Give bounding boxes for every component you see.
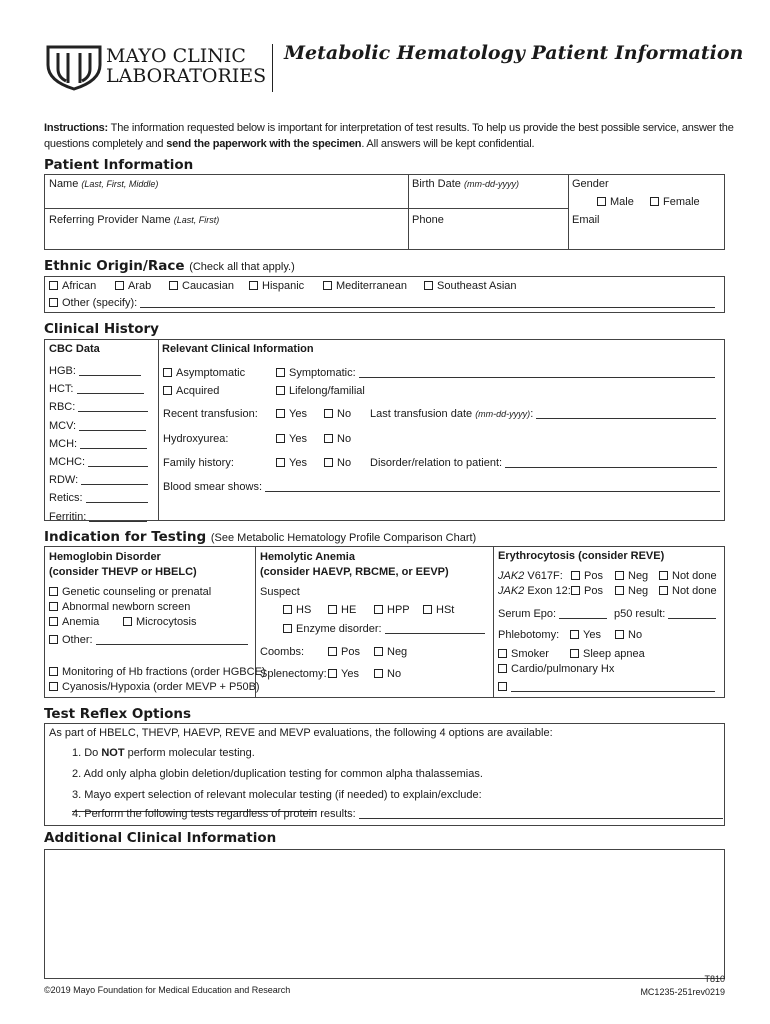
birth-hint: (mm-dd-yyyy) <box>463 179 519 189</box>
cbc-rbc-label: RBC: <box>49 401 76 414</box>
ethnic-hispanic[interactable] <box>249 280 304 292</box>
family-history-label: Family history: <box>163 457 234 469</box>
anemia-label: Anemia <box>62 616 100 628</box>
checkbox-icon <box>570 630 579 639</box>
col2-title1: Hemolytic Anemia <box>260 551 355 563</box>
acquired-checkbox[interactable] <box>163 385 219 397</box>
name-label: Name <box>49 178 79 190</box>
transfusion-yes-label: Yes <box>289 408 307 420</box>
other-input[interactable] <box>96 634 248 645</box>
other-label: Other: <box>62 634 93 646</box>
checkbox-icon <box>374 669 383 678</box>
he-label: HE <box>341 604 357 616</box>
email-field[interactable] <box>572 214 600 226</box>
smoker-label: Smoker <box>511 648 549 660</box>
checkbox-icon <box>49 667 58 676</box>
cbc-mcv-label: MCV: <box>49 419 77 432</box>
v617f-neg-label: Neg <box>628 570 649 582</box>
phlebotomy-no[interactable] <box>615 629 642 641</box>
cbc-mchc-label: MCHC: <box>49 456 86 469</box>
name-field[interactable] <box>49 178 158 190</box>
erythrocytosis-title: Erythrocytosis (consider REVE) <box>498 550 665 562</box>
checkbox-icon <box>659 571 668 580</box>
form-code2: MC1235-251rev0219 <box>640 987 725 997</box>
male-label: Male <box>610 196 634 208</box>
clinical-heading: Clinical History <box>44 321 159 337</box>
exon12-pos-label: Pos <box>584 585 603 597</box>
reflex-intro: As part of HBELC, THEVP, HAEVP, REVE and MEVP evaluations, the following 4 options are available: <box>49 727 553 739</box>
v617f-neg[interactable] <box>615 570 648 582</box>
acquired-label: Acquired <box>176 385 220 397</box>
transfusion-no[interactable] <box>324 408 351 420</box>
sleep-apnea-checkbox[interactable] <box>570 648 645 660</box>
mayo-shield-logo-icon <box>44 43 104 91</box>
exon12-neg-label: Neg <box>628 585 649 597</box>
indication-heading <box>44 529 476 545</box>
indication-box <box>44 546 725 698</box>
name-hint: (Last, First, Middle) <box>81 179 159 189</box>
ethnic-box <box>44 276 725 313</box>
splenectomy-no-label: No <box>387 668 402 680</box>
checkbox-icon <box>615 586 624 595</box>
cbc-mchc-input[interactable] <box>88 456 148 467</box>
last-transfusion-hint: (mm-dd-yyyy) <box>475 409 531 419</box>
symptomatic-label: Symptomatic: <box>289 367 356 379</box>
checkbox-icon <box>49 602 58 611</box>
disorder-relation-label: Disorder/relation to patient: <box>370 457 503 469</box>
disorder-relation-field[interactable] <box>370 457 717 469</box>
family-history-yes[interactable] <box>276 457 307 469</box>
hst-checkbox[interactable] <box>423 604 454 616</box>
instructions-text1: The information requested below is important for interpretation of test results. To help us provide the best possible service, answer the questions completely and <box>44 122 734 150</box>
cbc-rbc[interactable] <box>49 398 155 416</box>
patient-box <box>44 174 725 250</box>
abnormal-newborn-checkbox[interactable] <box>49 601 190 613</box>
cbc-hct-label: HCT: <box>49 383 74 396</box>
jak2-exon12-label <box>498 585 571 597</box>
checkbox-icon <box>276 434 285 443</box>
provider-field[interactable] <box>49 214 219 226</box>
indication-heading-text: Indication for Testing <box>44 529 207 545</box>
checkbox-icon <box>163 386 172 395</box>
form-code <box>640 973 725 999</box>
opt1-b: NOT <box>101 747 125 759</box>
page-title: Metabolic Hematology Patient Information <box>284 42 744 64</box>
cbc-ferritin[interactable] <box>49 508 155 526</box>
female-checkbox[interactable] <box>650 196 700 208</box>
checkbox-icon <box>374 605 383 614</box>
enzyme-checkbox[interactable] <box>283 623 485 635</box>
family-history-yes-label: Yes <box>289 457 307 469</box>
other-checkbox[interactable] <box>49 634 248 646</box>
instructions-bold: send the paperwork with the specimen <box>166 138 362 150</box>
exon12-text: Exon 12: <box>524 585 571 597</box>
coombs-neg-label: Neg <box>387 646 408 658</box>
splenectomy-yes[interactable] <box>328 668 359 680</box>
jak2-italic: JAK2 <box>498 585 525 597</box>
checkbox-icon <box>571 571 580 580</box>
clinical-box <box>44 339 725 521</box>
lifelong-checkbox[interactable] <box>276 385 365 397</box>
checkbox-icon <box>276 386 285 395</box>
cbc-mch[interactable] <box>49 435 155 453</box>
logo-line2: LABORATORIES <box>106 65 267 87</box>
birth-label: Birth Date <box>412 178 461 190</box>
ethnic-southeast-asian[interactable] <box>424 280 517 292</box>
patient-heading: Patient Information <box>44 157 194 173</box>
form-code1: T810 <box>704 974 725 984</box>
anemia-checkbox[interactable] <box>49 616 99 628</box>
cbc-hgb-input[interactable] <box>79 365 141 376</box>
cbc-hct[interactable] <box>49 380 155 398</box>
genetic-checkbox[interactable] <box>49 586 211 598</box>
cbc-hgb-label: HGB: <box>49 365 76 377</box>
phone-field[interactable] <box>412 214 444 226</box>
hpp-label: HPP <box>387 604 410 616</box>
coombs-neg[interactable] <box>374 646 407 658</box>
checkbox-icon <box>498 649 507 658</box>
hpp-checkbox[interactable] <box>374 604 410 616</box>
checkbox-icon <box>283 605 292 614</box>
cbc-ferritin-input[interactable] <box>89 511 147 522</box>
splenectomy-no[interactable] <box>374 668 401 680</box>
col1-title2: (consider THEVP or HBELC) <box>49 566 197 578</box>
checkbox-icon <box>323 281 332 290</box>
serum-epo-input[interactable] <box>559 608 607 619</box>
p50-label: p50 result: <box>614 608 666 620</box>
indication-note: (See Metabolic Hematology Profile Comparison Chart) <box>210 532 477 544</box>
phone-label: Phone <box>412 214 444 226</box>
ethnic-hispanic-label: Hispanic <box>262 280 305 292</box>
phlebotomy-yes-label: Yes <box>583 629 601 641</box>
family-history-no-label: No <box>337 457 352 469</box>
enzyme-input[interactable] <box>385 623 485 634</box>
instructions-text2: . All answers will be kept confidential. <box>361 138 535 150</box>
ethnic-other-input[interactable] <box>140 297 715 308</box>
v617f-pos-label: Pos <box>584 570 603 582</box>
monitoring-label: Monitoring of Hb fractions (order HGBCE) <box>62 666 266 678</box>
checkbox-icon <box>49 281 58 290</box>
symptomatic-input[interactable] <box>359 367 715 378</box>
ethnic-other-label: Other (specify): <box>62 297 138 309</box>
blood-smear-label: Blood smear shows: <box>163 481 263 493</box>
ethnic-heading-text: Ethnic Origin/Race <box>44 258 185 274</box>
additional-heading: Additional Clinical Information <box>44 830 277 846</box>
cbc-list <box>49 362 155 526</box>
cbc-rdw-label: RDW: <box>49 474 79 487</box>
coombs-label: Coombs: <box>260 646 305 658</box>
jak2-v617f-label <box>498 570 563 582</box>
checkbox-icon <box>324 434 333 443</box>
v617f-text: V617F: <box>524 570 563 582</box>
last-transfusion-field[interactable]: Last transfusion date (mm-dd-yyyy): <box>370 408 716 420</box>
symptomatic-checkbox[interactable] <box>276 367 715 379</box>
checkbox-icon <box>498 664 507 673</box>
checkbox-icon <box>276 458 285 467</box>
hydroxyurea-no[interactable] <box>324 433 351 445</box>
provider-label: Referring Provider Name <box>49 214 171 226</box>
ethnic-mediterranean-label: Mediterranean <box>336 280 407 292</box>
checkbox-icon <box>423 605 432 614</box>
last-transfusion-input[interactable] <box>536 408 716 419</box>
checkbox-icon <box>615 630 624 639</box>
checkbox-icon <box>115 281 124 290</box>
sleep-apnea-label: Sleep apnea <box>583 648 645 660</box>
cyanosis-label: Cyanosis/Hypoxia (order MEVP + P50B) <box>62 681 260 693</box>
checkbox-icon <box>328 605 337 614</box>
exon12-pos[interactable] <box>571 585 603 597</box>
hemoglobin-disorder-title <box>49 550 197 580</box>
checkbox-icon <box>49 617 58 626</box>
family-history-no[interactable] <box>324 457 351 469</box>
hydroxyurea-yes[interactable] <box>276 433 307 445</box>
cbc-mcv[interactable] <box>49 417 155 435</box>
hydroxyurea-yes-label: Yes <box>289 433 307 445</box>
serum-epo-field[interactable] <box>498 608 607 620</box>
opt4-input[interactable] <box>359 808 723 819</box>
genetic-label: Genetic counseling or prenatal <box>62 586 212 598</box>
reflex-option-2[interactable]: 2. Add only alpha globin deletion/duplication testing for common alpha thalassemias. <box>72 768 483 780</box>
enzyme-label: Enzyme disorder: <box>296 623 382 635</box>
checkbox-icon <box>374 647 383 656</box>
cbc-hct-input[interactable] <box>77 383 144 394</box>
checkbox-icon <box>49 635 58 644</box>
checkbox-icon <box>49 298 58 307</box>
hs-label: HS <box>296 604 312 616</box>
serum-epo-label: Serum Epo: <box>498 608 557 620</box>
reflex-box <box>44 723 725 826</box>
reflex-option-4[interactable] <box>72 808 723 820</box>
female-label: Female <box>663 196 700 208</box>
cardio-checkbox[interactable] <box>498 663 614 675</box>
v617f-not-done[interactable] <box>659 570 717 582</box>
transfusion-yes[interactable] <box>276 408 307 420</box>
cbc-hgb[interactable] <box>49 362 155 380</box>
gender-label: Gender <box>572 178 609 190</box>
col3-other-checkbox[interactable] <box>498 681 715 693</box>
cbc-rbc-input[interactable] <box>78 401 148 412</box>
phlebotomy-label: Phlebotomy: <box>498 629 560 641</box>
hydroxyurea-label: Hydroxyurea: <box>163 433 229 445</box>
v617f-pos[interactable] <box>571 570 603 582</box>
phlebotomy-no-label: No <box>628 629 643 641</box>
reflex-option-1[interactable] <box>72 747 255 759</box>
instructions <box>44 120 734 152</box>
coombs-pos-label: Pos <box>341 646 360 658</box>
last-transfusion-label: Last transfusion date <box>370 408 473 420</box>
logo-text <box>106 46 266 86</box>
ethnic-southeast-asian-label: Southeast Asian <box>437 280 517 292</box>
checkbox-icon <box>324 409 333 418</box>
col2-title2: (consider HAEVP, RBCME, or EEVP) <box>260 566 449 578</box>
phlebotomy-yes[interactable] <box>570 629 601 641</box>
microcytosis-label: Microcytosis <box>136 616 197 628</box>
blood-smear-field[interactable] <box>163 481 720 493</box>
opt4-text: 4. Perform the following tests regardless of protein results: <box>72 808 356 820</box>
ethnic-mediterranean[interactable] <box>323 280 407 292</box>
checkbox-icon <box>498 682 507 691</box>
checkbox-icon <box>424 281 433 290</box>
cbc-retics-input[interactable] <box>86 492 148 503</box>
smoker-checkbox[interactable] <box>498 648 549 660</box>
p50-field[interactable] <box>614 608 716 620</box>
hs-checkbox[interactable] <box>283 604 311 616</box>
cbc-ferritin-label: Ferritin: <box>49 510 87 523</box>
cbc-retics[interactable] <box>49 489 155 507</box>
ethnic-other[interactable] <box>49 297 715 309</box>
checkbox-icon <box>276 368 285 377</box>
lifelong-label: Lifelong/familial <box>289 385 365 397</box>
cardio-label: Cardio/pulmonary Hx <box>511 663 615 675</box>
ethnic-note: (Check all that apply.) <box>189 261 295 273</box>
splenectomy-yes-label: Yes <box>341 668 359 680</box>
checkbox-icon <box>570 649 579 658</box>
checkbox-icon <box>123 617 132 626</box>
cbc-rdw[interactable] <box>49 471 155 489</box>
exon12-not-done-label: Not done <box>672 585 717 597</box>
cbc-retics-label: Retics: <box>49 492 83 505</box>
cbc-mchc[interactable] <box>49 453 155 471</box>
checkbox-icon <box>324 458 333 467</box>
cbc-header: CBC Data <box>49 343 100 355</box>
reflex-heading: Test Reflex Options <box>44 706 192 722</box>
relevant-header: Relevant Clinical Information <box>162 343 314 355</box>
cbc-mch-label: MCH: <box>49 437 78 450</box>
checkbox-icon <box>571 586 580 595</box>
microcytosis-checkbox[interactable] <box>123 616 197 628</box>
p50-input[interactable] <box>668 608 716 619</box>
hydroxyurea-no-label: No <box>337 433 352 445</box>
suspect-label: Suspect <box>260 586 300 598</box>
additional-info-textarea[interactable] <box>44 849 725 979</box>
monitoring-checkbox[interactable] <box>49 666 266 678</box>
he-checkbox[interactable] <box>328 604 356 616</box>
blood-smear-input[interactable] <box>265 481 720 492</box>
checkbox-icon <box>49 682 58 691</box>
provider-hint: (Last, First) <box>173 215 220 225</box>
checkbox-icon <box>328 669 337 678</box>
email-label: Email <box>572 214 600 226</box>
checkbox-icon <box>283 624 292 633</box>
ethnic-caucasian[interactable] <box>169 280 234 292</box>
col3-other-input[interactable] <box>511 681 715 692</box>
ethnic-arab[interactable] <box>115 280 151 292</box>
opt1-a: 1. Do <box>72 747 102 759</box>
header-divider <box>272 44 273 92</box>
jak2-italic: JAK2 <box>498 570 525 582</box>
hemolytic-anemia-title <box>260 550 449 580</box>
checkbox-icon <box>615 571 624 580</box>
checkbox-icon <box>328 647 337 656</box>
asymptomatic-label: Asymptomatic <box>176 367 246 379</box>
v617f-not-done-label: Not done <box>672 570 717 582</box>
opt3-text: 3. Mayo expert selection of relevant molecular testing (if needed) to explain/exclude: <box>72 789 482 801</box>
cbc-rdw-input[interactable] <box>81 474 148 485</box>
ethnic-african-label: African <box>62 280 97 292</box>
opt1-c: perform molecular testing. <box>124 747 255 759</box>
splenectomy-label: Splenectomy: <box>260 668 327 680</box>
abnormal-newborn-label: Abnormal newborn screen <box>62 601 191 613</box>
checkbox-icon <box>276 409 285 418</box>
male-checkbox[interactable] <box>597 196 634 208</box>
ethnic-arab-label: Arab <box>128 280 152 292</box>
recent-transfusion-label: Recent transfusion: <box>163 408 258 420</box>
cyanosis-checkbox[interactable] <box>49 681 260 693</box>
birth-date-field[interactable] <box>412 178 519 190</box>
ethnic-african[interactable] <box>49 280 96 292</box>
ethnic-caucasian-label: Caucasian <box>182 280 234 292</box>
checkbox-icon <box>650 197 659 206</box>
coombs-pos[interactable] <box>328 646 360 658</box>
exon12-not-done[interactable] <box>659 585 717 597</box>
col1-title1: Hemoglobin Disorder <box>49 551 161 563</box>
cbc-mcv-input[interactable] <box>79 420 146 431</box>
logo-line1: MAYO CLINIC <box>106 45 246 67</box>
checkbox-icon <box>163 368 172 377</box>
transfusion-no-label: No <box>337 408 352 420</box>
asymptomatic-checkbox[interactable] <box>163 367 245 379</box>
checkbox-icon <box>659 586 668 595</box>
copyright: ©2019 Mayo Foundation for Medical Education and Research <box>44 985 291 995</box>
exon12-neg[interactable] <box>615 585 648 597</box>
checkbox-icon <box>597 197 606 206</box>
disorder-relation-input[interactable] <box>505 457 717 468</box>
cbc-mch-input[interactable] <box>80 438 147 449</box>
checkbox-icon <box>249 281 258 290</box>
hst-label: HSt <box>436 604 455 616</box>
ethnic-heading <box>44 258 295 274</box>
checkbox-icon <box>169 281 178 290</box>
instructions-label: Instructions: <box>44 122 109 134</box>
checkbox-icon <box>49 587 58 596</box>
